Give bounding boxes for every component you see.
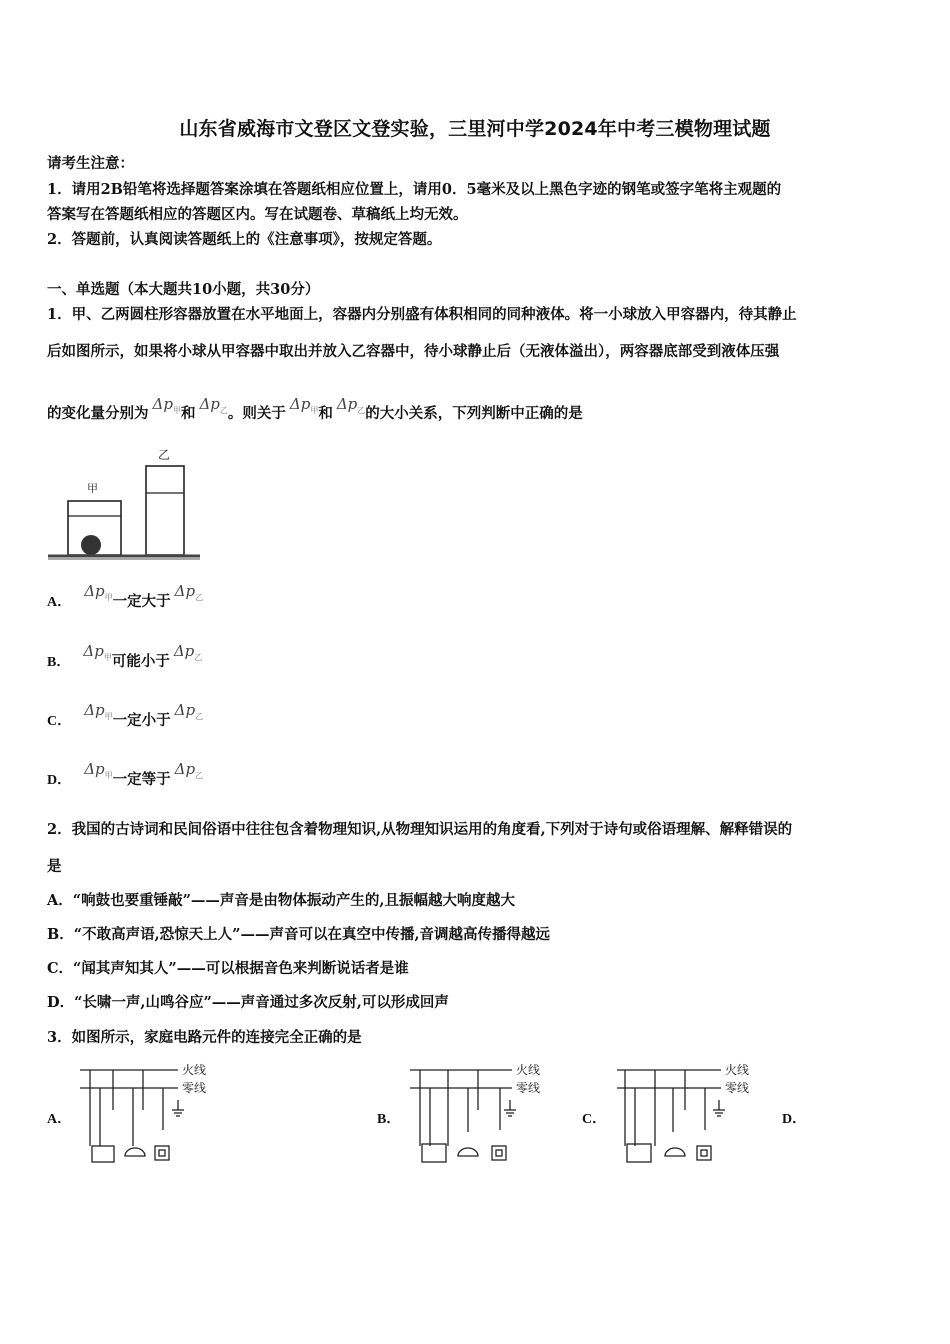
delta-p-jia: $\Delta p_甲$ — [84, 701, 113, 721]
q1-option-a[interactable] — [47, 582, 204, 613]
q2-option-d[interactable]: D．“长啸一声,山鸣谷应”——声音通过多次反射,可以形成回声 — [47, 994, 449, 1011]
q2-option-b[interactable]: B．“不敢高声语,恐惊天上人”——声音可以在真空中传播,音调越高传播得越远 — [47, 926, 551, 943]
q1-and-1: 和 — [180, 405, 196, 422]
option-letter: A． — [47, 595, 72, 610]
ball — [81, 535, 101, 555]
neutral-wire-label: 零线 — [516, 1081, 541, 1095]
q1-line-3-pre: 的变化量分别为 — [47, 405, 149, 422]
fig-label-yi: 乙 — [158, 448, 171, 462]
notice-line-2: 2．答题前，认真阅读答题纸上的《注意事项》，按规定答题。 — [47, 231, 442, 248]
neutral-wire-label: 零线 — [725, 1081, 750, 1095]
q1-post: 的大小关系，下列判断中正确的是 — [365, 405, 583, 422]
container-yi — [146, 466, 184, 555]
delta-p-jia: $\Delta p_甲$ — [84, 760, 113, 780]
q3-option-d-letter[interactable]: D． — [782, 1112, 807, 1127]
delta-p-yi-2: $\Delta p_乙$ — [336, 395, 366, 415]
q1-option-c[interactable] — [47, 701, 204, 732]
option-text: 可能小于 — [111, 653, 170, 670]
q1-option-b[interactable] — [47, 642, 203, 673]
option-letter: B． — [47, 655, 71, 670]
delta-p-yi: $\Delta p_乙$ — [174, 582, 204, 602]
circuit-diagram-b — [408, 1060, 548, 1166]
q3-option-a-letter[interactable]: A． — [47, 1112, 72, 1127]
option-text: 一定等于 — [112, 771, 171, 788]
q3-option-b-letter[interactable]: B． — [377, 1112, 401, 1127]
delta-p-jia: $\Delta p_甲$ — [84, 582, 113, 602]
q2-option-c[interactable]: C．“闻其声知其人”——可以根据音色来判断说话者是谁 — [47, 960, 409, 977]
option-letter: C． — [47, 714, 72, 729]
delta-p-yi: $\Delta p_乙$ — [174, 760, 204, 780]
section-heading: 一、单选题（本大题共10小题，共30分） — [47, 281, 320, 298]
notice-heading: 请考生注意： — [47, 155, 134, 172]
delta-p-yi: $\Delta p_乙$ — [173, 642, 203, 662]
circuit-diagram-c — [615, 1060, 755, 1166]
q1-line-2: 后如图所示，如果将小球从甲容器中取出并放入乙容器中，待小球静止后（无液体溢出），两容器底部受到液体压强 — [47, 343, 780, 360]
notice-line-1b: 答案写在答题纸相应的答题区内。写在试题卷、草稿纸上均无效。 — [47, 206, 468, 223]
live-wire-label: 火线 — [516, 1063, 541, 1077]
q3-option-c-letter[interactable]: C． — [582, 1112, 607, 1127]
q3-stem: 3．如图所示，家庭电路元件的连接完全正确的是 — [47, 1029, 362, 1046]
page-title: 山东省威海市文登区文登实验，三里河中学2024年中考三模物理试题 — [179, 118, 771, 140]
circuit-diagram-a — [78, 1060, 218, 1166]
delta-p-jia-2: $\Delta p_甲$ — [289, 395, 319, 415]
notice-line-1a: 1．请用2B铅笔将选择题答案涂填在答题纸相应位置上，请用0．5毫米及以上黑色字迹的钢笔或签字笔将主观题的 — [47, 181, 782, 198]
fig-label-jia: 甲 — [87, 482, 98, 495]
delta-p-yi: $\Delta p_乙$ — [174, 701, 204, 721]
containers-figure — [44, 445, 204, 565]
live-wire-label: 火线 — [725, 1063, 750, 1077]
delta-p-jia: $\Delta p_甲$ — [83, 642, 112, 662]
q2-line-1: 2．我国的古诗词和民间俗语中往往包含着物理知识,从物理知识运用的角度看,下列对于诗句或俗语理解、解释错误的 — [47, 821, 793, 838]
option-letter: D． — [47, 773, 72, 788]
delta-p-yi: $\Delta p_乙$ — [199, 395, 228, 415]
q2-option-a[interactable]: A．“响鼓也要重锤敲”——声音是由物体振动产生的,且振幅越大响度越大 — [47, 892, 515, 909]
delta-p-jia: $\Delta p_甲$ — [152, 395, 181, 415]
q1-option-d[interactable] — [47, 760, 204, 791]
q1-line-3 — [47, 395, 583, 425]
live-wire-label: 火线 — [182, 1063, 207, 1077]
q1-and-2: 和 — [318, 405, 333, 422]
q2-line-2: 是 — [47, 858, 62, 875]
q1-line-1: 1．甲、乙两圆柱形容器放置在水平地面上，容器内分别盛有体积相同的同种液体。将一小球放入甲容器内，待其静止 — [47, 306, 797, 323]
option-text: 一定小于 — [112, 712, 171, 729]
q1-mid: 。则关于 — [227, 405, 286, 422]
option-text: 一定大于 — [112, 593, 171, 610]
neutral-wire-label: 零线 — [182, 1081, 207, 1095]
